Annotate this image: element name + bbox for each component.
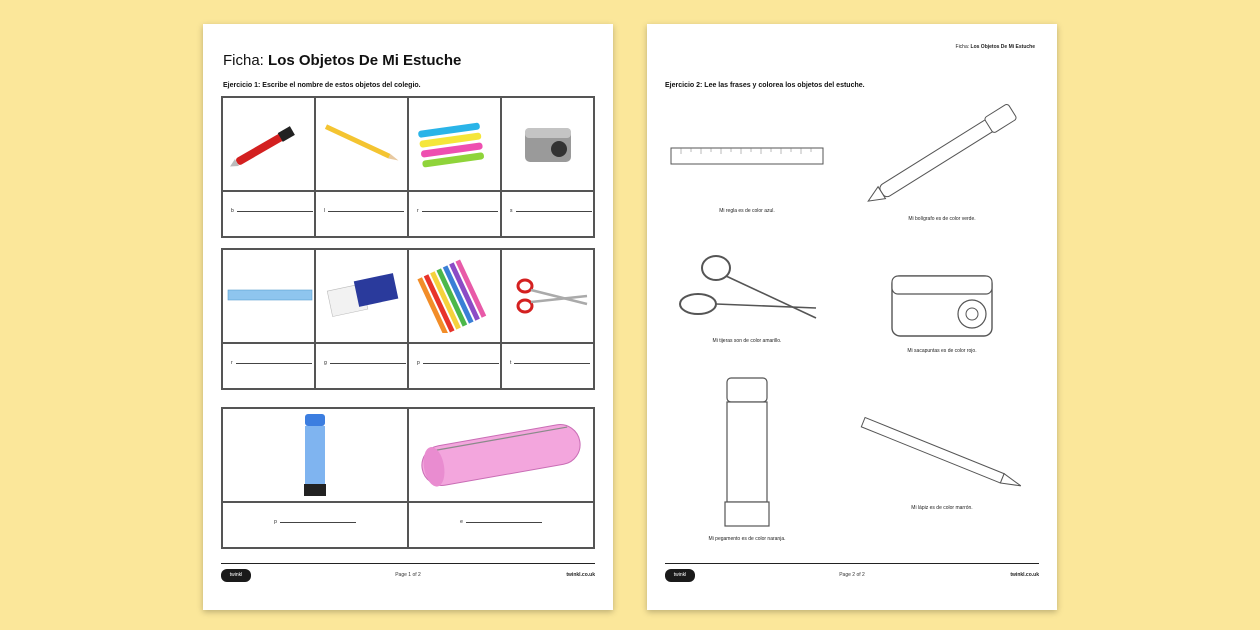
answer-cell[interactable] [408,502,594,548]
glue-caption: Mi pegamento es de color naranja. [708,536,786,542]
answer-line[interactable]: p [223,519,407,525]
page-header [956,44,1035,50]
answer-line[interactable]: e [409,519,593,525]
answer-cell[interactable] [315,191,408,237]
sharpener-picture [501,97,594,191]
pencil-caption: Mi lápiz es de color marrón. [911,505,973,511]
pencil-picture [315,97,408,191]
answer-cell[interactable] [222,343,315,389]
sharpener-outline-picture [882,262,1002,342]
pen-caption: Mi bolígrafo es de color verde. [908,216,976,222]
grid-row-3 [221,407,595,549]
glue-item [687,374,807,542]
grid-row-2 [221,248,595,390]
exercise-1-instruction: Ejercicio 1: Escribe el nombre de estos objetos del colegio. [223,82,421,89]
pencil-case-picture [408,408,594,502]
answer-cell[interactable] [408,191,501,237]
ruler-picture [222,249,315,343]
answer-cell[interactable] [501,343,594,389]
pen-item [847,100,1037,222]
ruler-item [667,144,827,214]
answer-cell[interactable] [222,502,408,548]
answer-cell[interactable] [408,343,501,389]
twinkl-logo: twinkl [221,569,251,582]
answer-line[interactable]: l [324,208,404,214]
pencil-outline-picture [847,409,1037,499]
page-number: Page 1 of 2 [395,572,421,578]
scissors-outline-picture [672,248,822,332]
answer-line[interactable]: p [417,360,499,366]
highlighters-picture [408,97,501,191]
glue-stick-picture [222,408,408,502]
scissors-item [667,248,827,344]
glue-outline-picture [717,374,777,530]
site-url: twinkl.co.uk [1010,572,1039,578]
page-footer [221,563,595,584]
answer-line[interactable]: b [231,208,313,214]
scissors-picture [501,249,594,343]
grid-row-1 [221,96,595,238]
worksheet-page-1 [203,24,613,610]
exercise-2-instruction: Ejercicio 2: Lee las frases y colorea los objetos del estuche. [665,82,865,89]
title-main: Los Objetos De Mi Estuche [268,52,462,69]
colored-pencils-picture [408,249,501,343]
header-prefix: Ficha: [955,44,970,50]
scissors-caption: Mi tijeras son de color amarillo. [712,338,782,344]
pen-picture [222,97,315,191]
page-footer [665,563,1039,584]
answer-cell[interactable] [501,191,594,237]
pen-outline-picture [847,100,1037,210]
answer-line[interactable]: r [231,360,312,366]
title-prefix: Ficha: [223,52,264,69]
answer-cell[interactable] [315,343,408,389]
site-url: twinkl.co.uk [566,572,595,578]
page-number: Page 2 of 2 [839,572,865,578]
sharpener-item [862,262,1022,354]
ruler-caption: Mi regla es de color azul. [719,208,775,214]
answer-cell[interactable] [222,191,315,237]
ruler-outline-picture [669,144,825,168]
answer-line[interactable]: g [324,360,406,366]
page-title [223,52,461,69]
header-main: Los Objetos De Mi Estuche [970,44,1035,50]
answer-line[interactable]: r [417,208,498,214]
worksheet-page-2 [647,24,1057,610]
sharpener-caption: Mi sacapuntas es de color rojo. [907,348,977,354]
answer-line[interactable]: s [510,208,592,214]
eraser-picture [315,249,408,343]
answer-line[interactable]: t [510,360,590,366]
twinkl-logo: twinkl [665,569,695,582]
pencil-item [847,409,1037,511]
